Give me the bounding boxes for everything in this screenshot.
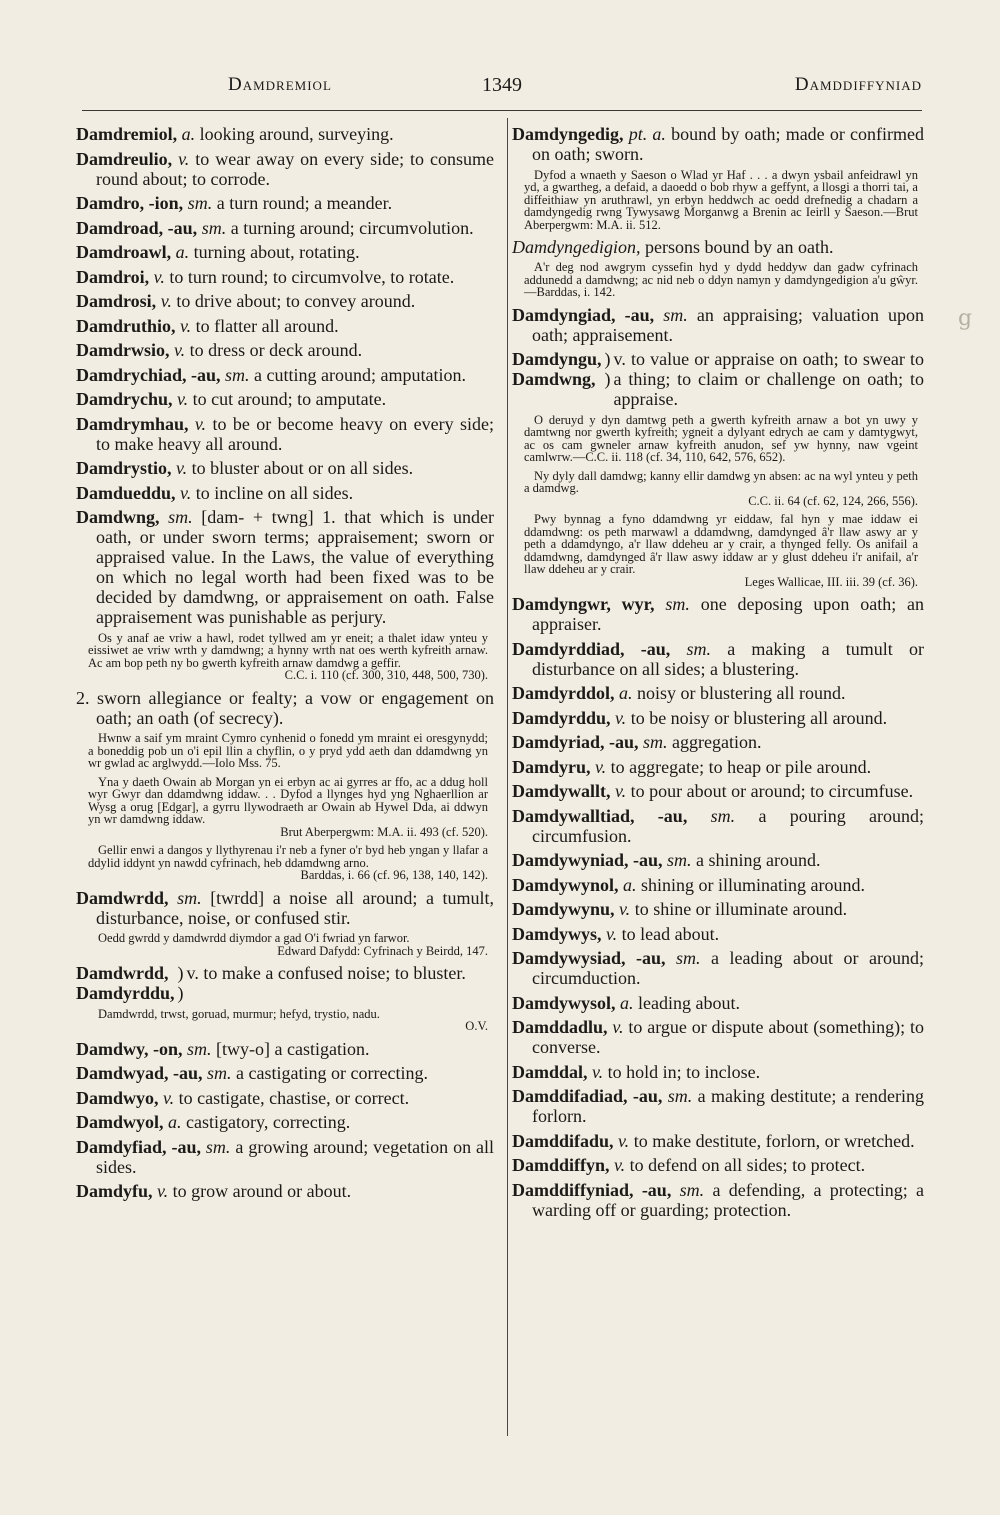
headword: Damdyfu, bbox=[76, 1181, 153, 1201]
headword: Damddifadiad, -au, bbox=[512, 1086, 663, 1106]
citation bbox=[88, 732, 488, 770]
definition: a turn round; a meander. bbox=[216, 193, 393, 213]
headword: Damdrosi, bbox=[76, 291, 157, 311]
definition: to hold in; to inclose. bbox=[607, 1061, 761, 1082]
headword: Damdrymhau, bbox=[76, 413, 189, 434]
dictionary-entry bbox=[512, 732, 924, 752]
definition: [twrdd] a noise all around; a tumult, disturbance, noise, or confused stir. bbox=[96, 887, 495, 928]
grammar-label: v. bbox=[619, 899, 631, 919]
citation-text: Ny dyly dall damdwg; kanny ellir damdwg yn absen: ac na wyl ynteu y peth a damdwg. bbox=[524, 468, 918, 495]
grammar-label: sm. bbox=[187, 1038, 212, 1059]
headword: Damdywysol, bbox=[512, 992, 616, 1013]
grammar-label: v. bbox=[186, 963, 199, 983]
definition: to shine or illuminate around. bbox=[634, 899, 848, 919]
dictionary-entry bbox=[512, 683, 924, 703]
citation-reference: C.C. ii. 64 (cf. 62, 124, 266, 556). bbox=[748, 493, 918, 508]
grammar-label: v. bbox=[153, 266, 165, 287]
grammar-label: v. bbox=[174, 340, 186, 360]
right-column bbox=[512, 124, 924, 1224]
dictionary-entry bbox=[512, 1180, 924, 1220]
dictionary-entry bbox=[76, 458, 494, 478]
definition: to dress or deck around. bbox=[189, 340, 363, 360]
page-number: 1349 bbox=[482, 74, 522, 96]
headword: Damdro, -ion, bbox=[76, 193, 184, 213]
headword: Damdrystio, bbox=[76, 458, 172, 478]
headword: Damdywallt, bbox=[512, 781, 611, 801]
grammar-label: a. bbox=[619, 683, 633, 703]
dictionary-entry bbox=[512, 1131, 924, 1151]
definition: a shining around. bbox=[696, 850, 821, 870]
citation-text: Os y anaf ae vriw a hawl, rodet tyllwed am yr eneit; a thalet idaw ynteu y eissiwet ae vriw wrth y damdwng; a hynny wrth nat oes werth kyfreith arnaw. Ac am bop peth ny bo gwerth kyfreith arnaw damdwg a geffir. bbox=[88, 630, 488, 670]
headword: Damdueddu, bbox=[76, 482, 176, 503]
citation-text: Dyfod a wnaeth y Saeson o Wlad yr Haf . . . a dwyn ysbail anfeidrawl yn yd, a gwartheg, a defaid, a daoedd o bob rhyw a geffynt, a llosgi a thorri tai, a diffeithiaw yn aruthrawl, yn erbyn heddwch ac oedd drefnedig a chadarn a damdyngedig rwng Tywysawg Morganwg a Brenin ac Ieirll y Saeson.—Brut Aberpergwm: M.A. ii. 512. bbox=[524, 167, 918, 232]
headword: Damdwy, -on, bbox=[76, 1038, 183, 1059]
headword-pair bbox=[76, 963, 175, 1003]
citation-reference: Leges Wallicae, III. iii. 39 (cf. 36). bbox=[744, 574, 918, 589]
headword: Damdwrdd, bbox=[76, 963, 169, 983]
citation-reference: O.V. bbox=[465, 1019, 488, 1033]
dictionary-entry bbox=[76, 340, 494, 360]
grammar-label: v. bbox=[176, 458, 188, 478]
dictionary-entry bbox=[76, 291, 494, 311]
column-divider bbox=[507, 118, 508, 1436]
grammar-label: v. bbox=[612, 1017, 624, 1037]
brace-glyph: ) ) bbox=[177, 963, 184, 1003]
grammar-label: v. bbox=[194, 413, 207, 434]
subentry-headword: Damdyngedigion, bbox=[512, 237, 641, 257]
definition: to be noisy or blustering all around. bbox=[630, 707, 888, 728]
definition-block bbox=[187, 963, 494, 1003]
definition: one deposing upon oath; an appraiser. bbox=[532, 594, 925, 634]
citation-reference: Barddas, i. 66 (cf. 96, 138, 140, 142). bbox=[300, 868, 488, 882]
headword: Damdywynol, bbox=[512, 874, 619, 895]
headword: Damdwyo, bbox=[76, 1087, 159, 1108]
grammar-label: v. bbox=[606, 923, 618, 944]
dictionary-entry bbox=[512, 850, 924, 870]
definition: to grow around or about. bbox=[172, 1181, 352, 1201]
definition: [twy-o] a castigation. bbox=[216, 1038, 370, 1059]
dictionary-entry bbox=[512, 757, 924, 777]
headword: Damdywys, bbox=[512, 923, 602, 944]
headword: Damdyrddu, bbox=[76, 983, 175, 1003]
definition: to bluster about or on all sides. bbox=[191, 458, 414, 478]
grammar-label: sm. bbox=[201, 217, 227, 238]
headword: Damdremiol, bbox=[76, 124, 178, 144]
definition: to cut around; to amputate. bbox=[192, 389, 387, 409]
dictionary-entry bbox=[76, 365, 494, 385]
definition: a cutting around; amputation. bbox=[254, 364, 466, 385]
subentry bbox=[512, 237, 924, 257]
citation bbox=[88, 1008, 488, 1033]
headword: Damdroawl, bbox=[76, 242, 172, 262]
grammar-label: a. bbox=[181, 124, 196, 144]
definition: a making destitute; a rendering forlorn. bbox=[532, 1086, 924, 1126]
definition: to lead about. bbox=[621, 923, 720, 944]
definition: bound by oath; made or confirmed on oath; sworn. bbox=[532, 124, 925, 164]
dictionary-entry bbox=[76, 124, 494, 144]
sense-continuation: 2. sworn allegiance or fealty; a vow or engagement on oath; an oath (of secrecy). bbox=[76, 687, 494, 728]
headword: Damdyngu, bbox=[512, 349, 602, 369]
headword: Damdyrddu, bbox=[512, 707, 611, 728]
dictionary-entry bbox=[512, 1086, 924, 1126]
dictionary-entry bbox=[76, 1063, 494, 1083]
grammar-label: sm. bbox=[679, 1179, 705, 1200]
grammar-label: sm. bbox=[205, 1136, 231, 1157]
definition: a leading about or around; circumduction. bbox=[532, 948, 924, 988]
edge-mark: g bbox=[958, 306, 973, 331]
definition: to value or appraise on oath; to swear to a thing; to claim or challenge on oath; to appraise. bbox=[613, 349, 924, 409]
header-left-guide-word: Damdremiol bbox=[228, 74, 332, 95]
definition: a making a tumult or disturbance on all sides; a blustering. bbox=[532, 638, 925, 679]
citation-text: Damdwrdd, trwst, goruad, murmur; hefyd, trystio, nadu. bbox=[98, 1006, 380, 1021]
citation bbox=[524, 414, 918, 464]
paired-headword-entry bbox=[512, 349, 924, 409]
dictionary-entry bbox=[512, 948, 924, 988]
headword: Damddadlu, bbox=[512, 1017, 608, 1037]
headword: Damdwyol, bbox=[76, 1112, 164, 1132]
citation-text: Pwy bynnag a fyno ddamdwng yr eiddaw, fal hyn y mae iddaw ei ddamdwng: os peth marwawl a ddamdwng, damdynged â'r llaw aswy ar y peth a ddamdyngo, a'r llaw ddeheu ar y crair, a thynged felly. Os anifail a ddamdwng, damdynged â'r llaw aswy iddaw ar y glust ddeheu i'r anifail, a'r llaw ddeheu ar y crair. bbox=[524, 512, 918, 576]
definition: a defending, a protecting; a warding off or guarding; protection. bbox=[532, 1179, 925, 1220]
headword: Damdywyniad, -au, bbox=[512, 850, 663, 870]
headword: Damdyngiad, -au, bbox=[512, 304, 655, 325]
headword: Damdwyad, -au, bbox=[76, 1063, 203, 1083]
dictionary-entry bbox=[512, 594, 924, 634]
grammar-label: sm. bbox=[665, 594, 690, 614]
dictionary-entry bbox=[76, 149, 494, 189]
dictionary-entry bbox=[512, 1017, 924, 1057]
citation-text: O deruyd y dyn damtwg peth a gwerth kyfreith arnaw a bot yn uwy y damtwng nor gwerth kyfreith; ygneit a dylyant edrych ae cam y damtygwyt, ac os cam gwneler arnaw kyfreith anudon, sef yw hynny, naw vgeint camlwrw.—C.C. ii. 118 (cf. 34, 110, 642, 576, 652). bbox=[524, 412, 918, 464]
dictionary-entry bbox=[512, 1155, 924, 1175]
grammar-label: v. bbox=[595, 756, 607, 777]
dictionary-entry bbox=[512, 639, 924, 679]
dictionary-entry bbox=[76, 242, 494, 262]
definition: a turning around; circumvolution. bbox=[230, 217, 474, 238]
headword: Damdyrddol, bbox=[512, 683, 615, 703]
definition: to pour about or around; to circumfuse. bbox=[630, 781, 914, 801]
dictionary-entry bbox=[76, 389, 494, 409]
definition: to make destitute, forlorn, or wretched. bbox=[633, 1130, 915, 1151]
headword: Damdyngwr, wyr, bbox=[512, 594, 655, 614]
definition: an appraising; valuation upon oath; appraisement. bbox=[532, 304, 925, 345]
definition: looking around, surveying. bbox=[199, 124, 394, 144]
definition: to turn round; to circumvolve, to rotate. bbox=[169, 266, 455, 287]
grammar-label: sm. bbox=[686, 638, 711, 659]
dictionary-entry bbox=[76, 193, 494, 213]
grammar-label: v. bbox=[163, 1087, 175, 1108]
headword: Damdyrddiad, -au, bbox=[512, 638, 671, 659]
grammar-label: sm. bbox=[177, 887, 202, 908]
dictionary-entry bbox=[512, 781, 924, 801]
dictionary-entry bbox=[512, 924, 924, 944]
citation-text: Oedd gwrdd y damdwrdd diymdor a gad O'i fwriad yn farwor. bbox=[98, 931, 410, 945]
definition: noisy or blustering all round. bbox=[637, 683, 846, 703]
dictionary-entry bbox=[76, 218, 494, 238]
dictionary-entry bbox=[512, 708, 924, 728]
grammar-label: sm. bbox=[710, 805, 736, 826]
definition: to castigate, chastise, or correct. bbox=[178, 1087, 410, 1108]
running-header bbox=[82, 74, 922, 104]
grammar-label: v. bbox=[615, 707, 627, 728]
grammar-label: sm. bbox=[676, 948, 701, 968]
left-column bbox=[76, 124, 494, 1206]
dictionary-entry bbox=[512, 124, 924, 164]
definition: to flatter all around. bbox=[195, 315, 339, 336]
dictionary-entry bbox=[76, 1181, 494, 1201]
definition: to wear away on every side; to consume round about; to corrode. bbox=[96, 148, 495, 189]
citation bbox=[524, 513, 918, 588]
headword: Damddal, bbox=[512, 1061, 588, 1082]
definition: aggregation. bbox=[672, 732, 762, 752]
dictionary-entry bbox=[512, 305, 924, 345]
headword: Damdruthio, bbox=[76, 315, 176, 336]
grammar-label: sm. bbox=[225, 364, 250, 385]
citation-text: A'r deg nod awgrym cyssefin hyd y dydd heddyw dan gadw cyfrinach addunedd a damdwng; ac nid neb o ddyn namyn y damdyngedigion a'u gŵyr.—Barddas, i. 142. bbox=[524, 260, 918, 299]
grammar-label: sm. bbox=[663, 304, 688, 325]
definition-block bbox=[614, 349, 924, 409]
dictionary-entry bbox=[512, 875, 924, 895]
grammar-label: v. bbox=[178, 148, 190, 169]
headword: Damdwrdd, bbox=[76, 887, 169, 908]
dictionary-entry bbox=[76, 1088, 494, 1108]
citation-reference: Brut Aberpergwm: M.A. ii. 493 (cf. 520). bbox=[280, 824, 488, 839]
definition: to argue or dispute about (something); to converse. bbox=[532, 1017, 925, 1057]
headword: Damddifadu, bbox=[512, 1130, 614, 1151]
citation-text: Hwnw a saif ym mraint Cymro cynhenid o fonedd ym mraint ei oresgynydd; a boneddig pob un o'i epil llin a chyflin, o y pryd ydd aeth dan ddamdwng yn wr gwlad ac arglwydd.—Iolo Mss. 75. bbox=[88, 731, 488, 770]
headword: Damddiffyniad, -au, bbox=[512, 1179, 672, 1200]
citation bbox=[88, 776, 488, 839]
grammar-label: v. bbox=[618, 1130, 630, 1151]
headword: Damdyru, bbox=[512, 756, 591, 777]
citation-text: Gellir enwi a dangos y llythyrenau i'r neb a fyner o'r byd heb yngan y llafar a ddylid iddynt yn nawdd cyfrinach, heb ddamdwng arno. bbox=[88, 843, 488, 870]
grammar-label: a. bbox=[623, 874, 637, 895]
citation bbox=[524, 169, 918, 232]
dictionary-entry bbox=[76, 888, 494, 928]
grammar-label: v. bbox=[157, 1181, 169, 1201]
citation-text: Yna y daeth Owain ab Morgan yn ei erbyn ac ai gyrres ar ffo, ac a ddug holl wyr Gwyr dan ddamdwng iddaw. . . Dyfod a llynges hyd yng Nghaerllion ar Wysg a orug [Edgar], a gyrru llywodraeth ar Owain ab Hywel Dda, ai ddwyn yn wr damdwng iddaw. bbox=[88, 774, 488, 826]
brace-glyph: ) ) bbox=[604, 349, 611, 389]
citation bbox=[88, 932, 488, 957]
grammar-label: v. bbox=[613, 349, 626, 369]
citation bbox=[524, 261, 918, 299]
grammar-label: v. bbox=[614, 1155, 626, 1175]
grammar-label: pt. a. bbox=[628, 124, 666, 144]
citation bbox=[88, 844, 488, 882]
grammar-label: v. bbox=[592, 1061, 604, 1082]
definition: to aggregate; to heap or pile around. bbox=[610, 756, 872, 777]
dictionary-entry bbox=[76, 414, 494, 454]
definition: to make a confused noise; to bluster. bbox=[203, 963, 466, 983]
headword: Damdroi, bbox=[76, 266, 150, 287]
headword: Damdrwsio, bbox=[76, 340, 170, 360]
definition: a growing around; vegetation on all sides. bbox=[96, 1136, 495, 1177]
dictionary-entry bbox=[512, 899, 924, 919]
definition: turning about, rotating. bbox=[193, 242, 360, 262]
dictionary-entry bbox=[512, 806, 924, 846]
headword: Damdrychu, bbox=[76, 389, 173, 409]
headword: Damdywynu, bbox=[512, 899, 615, 919]
headword: Damdrychiad, -au, bbox=[76, 364, 221, 385]
definition: [dam- + twng] 1. that which is under oath, or under sworn terms; appraisement; sworn or appraised value. In the Laws, the value of everything on which no legal worth had been fixed was to be decided by damdwng, or appraisement on oath. False appraisement was punishable as perjury. bbox=[96, 507, 495, 627]
grammar-label: sm. bbox=[168, 507, 193, 527]
definition: to be or become heavy on every side; to make heavy all around. bbox=[96, 413, 495, 454]
headword: Damdywalltiad, -au, bbox=[512, 805, 688, 826]
grammar-label: sm. bbox=[207, 1063, 232, 1083]
header-rule bbox=[82, 110, 922, 111]
headword: Damdwng, bbox=[76, 507, 160, 527]
headword: Damdreulio, bbox=[76, 148, 173, 169]
definition: to incline on all sides. bbox=[195, 482, 354, 503]
definition: to drive about; to convey around. bbox=[176, 291, 416, 311]
dictionary-entry bbox=[512, 1062, 924, 1082]
dictionary-entry bbox=[76, 1137, 494, 1177]
citation-reference: C.C. i. 110 (cf. 300, 310, 448, 500, 730). bbox=[284, 668, 488, 682]
grammar-label: a. bbox=[620, 992, 634, 1013]
headword: Damddiffyn, bbox=[512, 1155, 610, 1175]
headword: Damdywysiad, -au, bbox=[512, 948, 666, 968]
header-right-guide-word: Damddiffyniad bbox=[794, 74, 922, 95]
dictionary-entry bbox=[76, 507, 494, 627]
paired-headword-entry bbox=[76, 963, 494, 1003]
definition: to defend on all sides; to protect. bbox=[629, 1155, 866, 1175]
grammar-label: v. bbox=[180, 482, 192, 503]
definition: persons bound by an oath. bbox=[644, 237, 834, 257]
definition: leading about. bbox=[638, 992, 740, 1013]
definition: a pouring around; circumfusion. bbox=[532, 805, 925, 846]
dictionary-entry bbox=[76, 1039, 494, 1059]
definition: a castigating or correcting. bbox=[236, 1063, 428, 1083]
dictionary-entry bbox=[76, 267, 494, 287]
grammar-label: sm. bbox=[187, 193, 213, 213]
grammar-label: a. bbox=[175, 242, 190, 262]
headword: Damdwng, bbox=[512, 369, 596, 389]
headword: Damdyngedig, bbox=[512, 124, 624, 144]
headword: Damdyfiad, -au, bbox=[76, 1136, 201, 1157]
grammar-label: v. bbox=[177, 389, 189, 409]
grammar-label: a. bbox=[168, 1112, 182, 1132]
headword-pair bbox=[512, 349, 602, 409]
definition: shining or illuminating around. bbox=[641, 874, 865, 895]
grammar-label: sm. bbox=[667, 850, 692, 870]
citation bbox=[88, 632, 488, 682]
grammar-label: v. bbox=[180, 315, 192, 336]
headword: Damdroad, -au, bbox=[76, 217, 198, 238]
grammar-label: v. bbox=[615, 781, 627, 801]
dictionary-entry bbox=[76, 1112, 494, 1132]
citation bbox=[524, 470, 918, 508]
headword: Damdyriad, -au, bbox=[512, 732, 639, 752]
definition: castigatory, correcting. bbox=[186, 1112, 351, 1132]
grammar-label: sm. bbox=[667, 1086, 693, 1106]
grammar-label: v. bbox=[160, 291, 172, 311]
dictionary-entry bbox=[76, 483, 494, 503]
dictionary-entry bbox=[76, 316, 494, 336]
citation-reference: Edward Dafydd: Cyfrinach y Beirdd, 147. bbox=[277, 943, 488, 958]
grammar-label: sm. bbox=[643, 732, 668, 752]
dictionary-entry bbox=[512, 993, 924, 1013]
